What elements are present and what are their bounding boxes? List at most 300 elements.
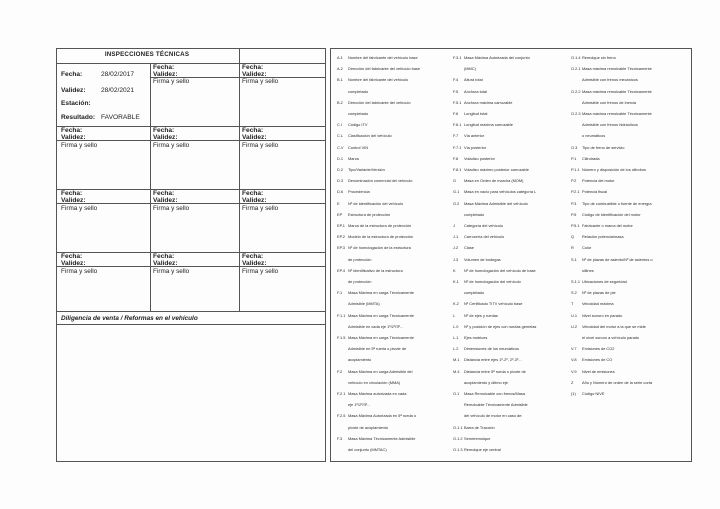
code-id: S.2 xyxy=(571,290,577,296)
code-description: (MMC) xyxy=(464,66,476,72)
firma-sello-label: Firma y sello xyxy=(61,142,98,149)
code-item xyxy=(337,413,416,418)
code-id: L.0 xyxy=(453,323,459,329)
firma-sello-label: Firma y sello xyxy=(153,78,190,85)
code-item xyxy=(571,223,633,228)
code-id: O.2.1 xyxy=(571,66,581,72)
code-description: Nivel de emisiones xyxy=(582,368,615,374)
code-id: F.5.1 xyxy=(453,99,462,105)
code-description: Marca de la estructura de protección xyxy=(348,223,412,228)
grid-line xyxy=(57,189,325,190)
code-description: Barra de Tracción xyxy=(464,424,495,430)
validez-label: Validez: xyxy=(153,260,178,267)
code-id: U.2 xyxy=(571,323,578,329)
code-description: Emisiones de CO2 xyxy=(582,346,615,352)
code-id: O.1.2 xyxy=(453,435,463,441)
code-id: Z xyxy=(571,379,574,385)
code-item xyxy=(571,100,636,105)
code-description: Admisible en cada eje 1º/2º/3º... xyxy=(348,323,404,329)
code-id: P.5 xyxy=(571,211,577,217)
code-item xyxy=(337,447,387,452)
code-description: sillines xyxy=(582,267,594,273)
code-description: acoplamiento xyxy=(348,357,372,363)
code-description: Potencia fiscal xyxy=(582,189,608,195)
code-item xyxy=(453,133,484,138)
code-description: Masa Máxima en carga Admisible del xyxy=(348,368,413,374)
code-item xyxy=(571,145,624,150)
code-id: F.7.1 xyxy=(453,144,462,150)
code-item xyxy=(453,268,536,273)
code-item xyxy=(571,133,605,138)
code-description: Masa máxima remolcable Técnicamente xyxy=(582,111,652,116)
code-id: K.1 xyxy=(453,279,459,284)
code-description: Código NIVE xyxy=(582,391,605,396)
code-description: Vía posterior xyxy=(464,144,487,150)
code-id: EP.3 xyxy=(337,245,345,251)
fecha-label: Fecha: xyxy=(61,127,83,134)
code-id: O.3 xyxy=(571,144,578,150)
code-id: P.2 xyxy=(571,178,577,184)
code-description: Código ITV xyxy=(348,122,368,128)
code-id: F.2.5 xyxy=(337,413,346,419)
code-id: F.8.1 xyxy=(453,167,462,172)
code-item xyxy=(453,290,484,295)
validez-label: Validez: xyxy=(242,134,267,141)
code-id: S.1 xyxy=(571,256,577,262)
code-id: F.2 xyxy=(337,368,343,374)
code-item xyxy=(571,335,639,340)
code-id: G xyxy=(453,178,457,184)
code-item xyxy=(337,66,420,71)
code-item xyxy=(337,77,408,82)
code-id: O.1.4 xyxy=(571,55,581,60)
code-id: B.1 xyxy=(337,77,343,83)
code-item xyxy=(453,279,521,284)
code-item xyxy=(337,324,403,329)
code-item xyxy=(453,313,498,318)
code-id: F.5 xyxy=(453,88,459,94)
code-description: Remolcable Técnicamente Admisible xyxy=(464,402,528,408)
code-id: P.5.1 xyxy=(571,223,580,228)
code-item xyxy=(453,55,530,60)
code-item xyxy=(453,436,490,441)
code-description: Número y disposición de los cilindros xyxy=(582,167,647,172)
code-item xyxy=(453,201,528,206)
code-item xyxy=(453,357,522,362)
code-item xyxy=(453,167,529,172)
code-id: E xyxy=(337,200,340,206)
code-item xyxy=(571,111,652,116)
code-item xyxy=(571,122,638,127)
code-item xyxy=(571,201,652,206)
code-description: de protección xyxy=(348,279,372,284)
code-id: V.9 xyxy=(571,368,577,374)
code-item xyxy=(571,324,646,329)
inspections-table xyxy=(56,48,326,312)
code-item xyxy=(337,223,411,228)
code-id: O.1 xyxy=(453,391,460,396)
code-description: Nombre del fabricante del vehículo base xyxy=(348,55,418,60)
code-id: F.7 xyxy=(453,133,459,139)
code-id: Q xyxy=(571,234,575,240)
code-description: Nº Certificado TITV vehículo base xyxy=(464,301,523,307)
code-description: Masa Máxima Admisible del vehículo xyxy=(464,200,528,206)
validez-label: Validez: xyxy=(242,71,267,78)
code-item xyxy=(571,279,627,284)
fecha-label: Fecha: xyxy=(242,253,264,260)
code-description: Masa Máxima en carga Técnicamente xyxy=(348,312,414,318)
diligencia-section xyxy=(56,312,326,462)
code-description: Admisible en 5ª rueda o pivote de xyxy=(348,346,407,352)
fecha-label: Fecha: xyxy=(61,190,83,197)
fecha-label: Fecha: xyxy=(61,253,83,260)
code-description: Nº de homologación del vehículo de base xyxy=(464,267,536,273)
code-description: Clasificación del vehículo xyxy=(348,133,392,139)
code-item xyxy=(337,100,411,105)
code-description: Volumen de bodegas xyxy=(464,256,501,262)
code-id: S.1.1 xyxy=(571,279,581,284)
grid-line xyxy=(57,266,325,267)
code-item xyxy=(571,301,614,306)
validez-label: Validez: xyxy=(153,71,178,78)
code-item xyxy=(571,369,615,374)
code-item xyxy=(453,66,476,71)
code-id: F.3 xyxy=(337,435,343,441)
code-description: Año y Número de orden de la serie corta xyxy=(582,379,653,385)
code-item xyxy=(571,313,622,318)
code-id: F.6 xyxy=(453,111,459,116)
code-id: F.2.1 xyxy=(337,391,346,396)
code-item xyxy=(453,380,508,385)
code-item xyxy=(337,122,367,127)
code-id: P.1.1 xyxy=(571,167,580,172)
code-id: V.8 xyxy=(571,357,577,363)
code-item xyxy=(337,346,406,351)
code-description: completado xyxy=(348,88,369,94)
code-description: Cilindrada xyxy=(582,155,600,161)
code-item xyxy=(337,391,406,396)
code-description: Nº identificativo de la estructura xyxy=(348,267,403,273)
code-item xyxy=(337,402,370,407)
code-item xyxy=(453,324,536,329)
firma-sello-label: Firma y sello xyxy=(153,142,190,149)
code-id: D.1 xyxy=(337,155,344,161)
grid-line xyxy=(239,63,240,311)
code-id: J.1 xyxy=(453,234,459,240)
code-item xyxy=(337,245,411,250)
code-description: Admisible con frenos mecánicos xyxy=(582,77,638,83)
code-description: Semirremolque xyxy=(464,435,491,441)
code-description: Dirección del fabricante del vehículo xyxy=(348,99,411,105)
code-id: EP.1 xyxy=(337,223,345,228)
code-id: C.V xyxy=(337,144,344,150)
code-description: Dirección del fabricante del vehículo base xyxy=(348,66,421,72)
code-item xyxy=(571,268,594,273)
fecha-value: 28/02/2017 xyxy=(101,71,135,78)
code-description: completado xyxy=(464,211,485,217)
code-id: D.3 xyxy=(337,178,344,184)
code-description: Masa Máxima en carga Técnicamente xyxy=(348,335,414,340)
code-id: F.1 xyxy=(337,290,343,296)
code-description: Velocidad del motor a la que se mide xyxy=(582,323,646,329)
code-id: P.2.1 xyxy=(571,189,580,195)
code-item xyxy=(453,212,484,217)
code-item xyxy=(453,111,487,116)
grid-line xyxy=(57,252,325,253)
fecha-label: Fecha: xyxy=(153,253,175,260)
validez-label: Validez: xyxy=(61,87,86,94)
diligencia-label: Diligencia de venta / Reformas en el vehículo xyxy=(61,315,198,322)
code-description: Admisible con frenos de inercia xyxy=(582,99,637,105)
code-description: Ejes motrices xyxy=(464,335,488,340)
code-description: Longitud total xyxy=(464,111,488,116)
code-item xyxy=(453,189,536,194)
code-description: Longitud máxima carrozable xyxy=(464,122,513,128)
code-item xyxy=(453,223,503,228)
code-id: G.1 xyxy=(453,189,460,195)
code-description: Admisible con frenos hidráulicos xyxy=(582,122,638,128)
code-description: del vehículo de motor en caso de: xyxy=(464,413,523,419)
code-description: Dimensiones de los neumáticos xyxy=(464,346,519,352)
firma-sello-label: Firma y sello xyxy=(242,205,279,212)
code-item xyxy=(453,447,501,452)
fecha-label: Fecha: xyxy=(153,190,175,197)
code-description: Nº de homologación del vehículo xyxy=(464,279,521,284)
validez-value: 28/02/2021 xyxy=(101,87,135,94)
code-id: K xyxy=(453,267,456,273)
code-description: Marca xyxy=(348,155,359,161)
code-description: Masa Máxima en carga Técnicamente xyxy=(348,290,414,296)
code-id: J.2 xyxy=(453,245,459,251)
code-item xyxy=(571,212,641,217)
code-id: A.1 xyxy=(337,55,343,60)
code-description: Ubicaciones de seguridad xyxy=(582,279,627,284)
code-id: J.3 xyxy=(453,256,459,262)
code-description: Tipo/Variante/Versión xyxy=(348,167,385,172)
code-description: Nº de homologación de la estructura xyxy=(348,245,411,251)
code-item xyxy=(571,66,652,71)
code-item xyxy=(571,357,612,362)
code-item xyxy=(337,369,412,374)
code-item xyxy=(571,89,652,94)
fecha-label: Fecha: xyxy=(242,64,264,71)
code-item xyxy=(453,100,512,105)
code-item xyxy=(453,156,495,161)
code-description: eje 1º/2º/3º... xyxy=(348,402,371,408)
code-id: U.1 xyxy=(571,312,578,318)
code-id: F.1.5 xyxy=(337,335,346,340)
code-item xyxy=(571,156,600,161)
code-id: C.I xyxy=(337,122,342,128)
code-item xyxy=(571,290,616,295)
code-id: (1) xyxy=(571,391,576,396)
code-description: Masa Máxima autorizada en cada xyxy=(348,391,407,396)
code-id: K.2 xyxy=(453,301,459,307)
code-item xyxy=(571,77,638,82)
code-description: Nº de plazas de asiento/Nº de asientos o xyxy=(582,256,653,262)
code-item xyxy=(453,234,504,239)
code-description: Nº y posición de ejes con ruedas gemelas xyxy=(464,323,537,329)
code-description: Potencia del motor xyxy=(582,178,615,184)
firma-sello-label: Firma y sello xyxy=(153,205,190,212)
code-item xyxy=(453,77,483,82)
grid-line xyxy=(57,203,325,204)
code-description: Carrocería del vehículo xyxy=(464,234,505,240)
code-item xyxy=(453,257,501,262)
firma-sello-label: Firma y sello xyxy=(242,268,279,275)
validez-label: Validez: xyxy=(61,197,86,204)
code-description: Velocidad máxima xyxy=(582,301,614,307)
code-id: V.7 xyxy=(571,346,577,352)
code-description: Masa en vacío para vehículos categoría L xyxy=(464,189,537,195)
code-description: Nº de identificación del vehículo xyxy=(348,200,404,206)
code-description: Voladizo posterior xyxy=(464,155,495,161)
code-id: A.2 xyxy=(337,66,343,72)
validez-label: Validez: xyxy=(153,134,178,141)
code-description: Modelo de la estructura de protección xyxy=(348,234,414,240)
fecha-label: Fecha: xyxy=(242,127,264,134)
code-id: L xyxy=(453,312,456,318)
code-item xyxy=(337,301,380,306)
code-id: O.2.2 xyxy=(571,88,581,94)
code-item xyxy=(337,436,415,441)
code-id: O.2.3 xyxy=(571,111,581,116)
code-item xyxy=(337,189,370,194)
code-description: Nombre del fabricante del vehículo xyxy=(348,77,409,83)
code-item xyxy=(571,245,591,250)
codes-legend xyxy=(330,48,692,462)
code-description: completado xyxy=(348,111,369,116)
code-item xyxy=(453,369,526,374)
code-item xyxy=(337,335,414,340)
code-id: G.2 xyxy=(453,200,460,206)
firma-sello-label: Firma y sello xyxy=(242,142,279,149)
validez-label: Validez: xyxy=(242,260,267,267)
code-description: Código de identificación del motor xyxy=(582,211,641,217)
code-item xyxy=(453,89,487,94)
code-description: Relación potencia/masa xyxy=(582,234,624,240)
code-description: Distancia entre ejes 1º-2º, 2º-3º... xyxy=(464,357,522,363)
code-id: O.1.1 xyxy=(453,424,463,430)
code-id: L.2 xyxy=(453,346,459,352)
code-id: D.2 xyxy=(337,167,344,172)
code-description: Masa Remolcable con frenos/Masa xyxy=(464,391,525,396)
code-id: B.2 xyxy=(337,99,343,105)
code-description: o neumáticos xyxy=(582,133,606,139)
code-item xyxy=(337,89,368,94)
code-description: Remolque eje central xyxy=(464,447,501,452)
code-item xyxy=(571,346,614,351)
code-id: J xyxy=(453,223,455,228)
validez-label: Validez: xyxy=(61,134,86,141)
code-item xyxy=(337,357,371,362)
code-id: T xyxy=(571,301,574,307)
code-description: Procedencia xyxy=(348,189,370,195)
code-item xyxy=(337,167,385,172)
code-description: Control VIN xyxy=(348,144,369,150)
code-description: Nivel sonoro en parado xyxy=(582,312,623,318)
code-item xyxy=(571,380,652,385)
code-item xyxy=(337,279,371,284)
code-description: Denominación comercial del vehículo xyxy=(348,178,413,184)
code-description: Clase xyxy=(464,245,474,251)
grid-line xyxy=(57,63,325,64)
code-id: EP.2 xyxy=(337,234,345,240)
code-description: Tipo de combustible o fuente de energía xyxy=(582,200,652,206)
code-description: Masa máxima remolcable Técnicamente xyxy=(582,88,652,94)
code-description: Masa máxima remolcable Técnicamente xyxy=(582,66,652,72)
grid-line xyxy=(150,63,151,311)
code-item xyxy=(453,301,522,306)
code-item xyxy=(571,55,616,60)
code-id: L.1 xyxy=(453,335,459,340)
code-description: Nº de plazas de pie xyxy=(582,290,616,296)
code-item xyxy=(337,201,403,206)
code-id: F.4 xyxy=(453,77,459,83)
code-description: Masa Máxima Técnicamente Admisible xyxy=(348,435,416,441)
validez-label: Validez: xyxy=(242,197,267,204)
code-item xyxy=(453,145,486,150)
code-item xyxy=(571,189,607,194)
code-id: O.1.3 xyxy=(453,447,463,452)
firma-sello-label: Firma y sello xyxy=(61,205,98,212)
code-item xyxy=(337,111,368,116)
fecha-label: Fecha: xyxy=(153,127,175,134)
code-description: Color xyxy=(582,245,592,251)
code-item xyxy=(571,167,646,172)
code-item xyxy=(571,257,653,262)
code-description: Categoría del vehículo xyxy=(464,223,503,228)
code-description: Anchura máxima carrozable xyxy=(464,99,513,105)
code-item xyxy=(453,425,495,430)
code-item xyxy=(337,380,400,385)
code-id: F.8 xyxy=(453,155,459,161)
code-item xyxy=(571,391,605,396)
code-description: Remolque sin freno xyxy=(582,55,616,60)
code-description: Vía anterior xyxy=(464,133,485,139)
code-id: F.1.1 xyxy=(337,312,346,318)
code-description: del conjunto (MMTAC) xyxy=(348,447,387,452)
validez-label: Validez: xyxy=(153,197,178,204)
firma-sello-label: Firma y sello xyxy=(153,268,190,275)
fecha-label: Fecha: xyxy=(61,71,83,78)
code-id: C.L xyxy=(337,133,344,139)
code-id: M.1 xyxy=(453,357,460,363)
grid-line xyxy=(239,49,240,63)
code-item xyxy=(337,145,368,150)
code-id: P.1 xyxy=(571,155,577,161)
code-description: Masa Máxima Autorizada en 5ª rueda o xyxy=(348,413,417,419)
code-description: Anchura total xyxy=(464,88,487,94)
code-item xyxy=(453,122,513,127)
resultado-label: Resultado: xyxy=(61,114,96,121)
fecha-label: Fecha: xyxy=(242,190,264,197)
code-item xyxy=(453,391,525,396)
code-description: Masa en Orden de marcha (MOM) xyxy=(464,178,524,184)
code-item xyxy=(571,234,624,239)
code-id: F.6.1 xyxy=(453,122,462,128)
resultado-value: FAVORABLE xyxy=(101,114,140,121)
code-item xyxy=(337,178,412,183)
code-item xyxy=(453,402,528,407)
code-description: Admisible (MMTA) xyxy=(348,301,380,307)
code-item xyxy=(453,413,522,418)
code-item xyxy=(337,268,403,273)
code-description: Emisiones de CO xyxy=(582,357,613,363)
code-description: Estructura de protección xyxy=(348,211,391,217)
code-item xyxy=(337,133,392,138)
code-item xyxy=(337,156,359,161)
